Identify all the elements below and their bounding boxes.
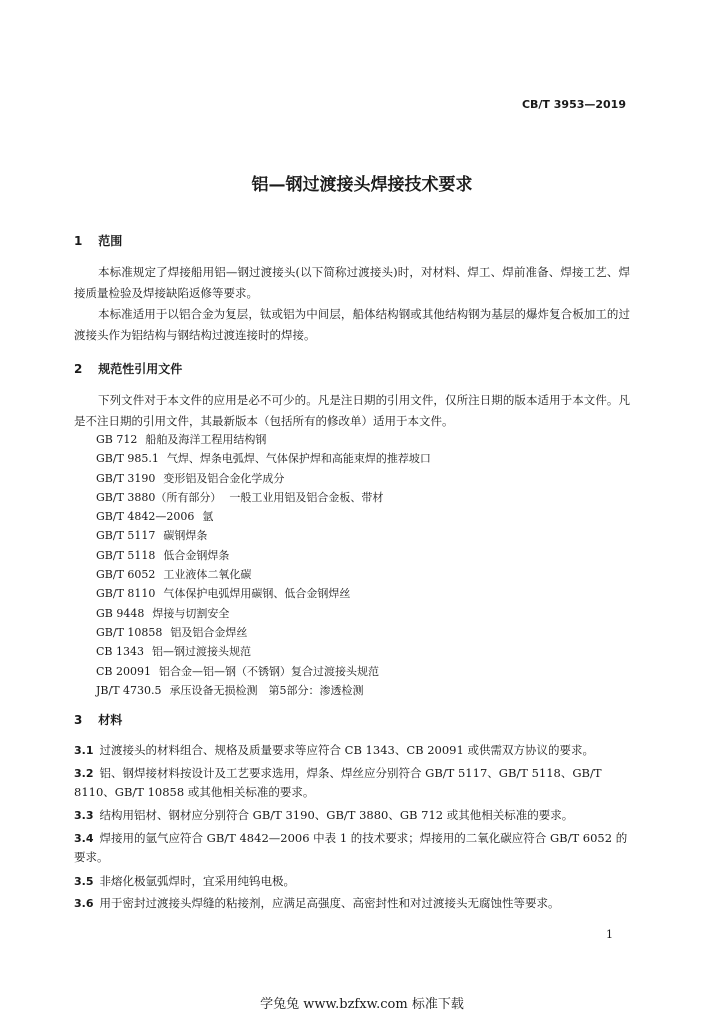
reference-code: GB/T 3880（所有部分）: [96, 490, 222, 504]
reference-title: 铝合金—铝—钢（不锈钢）复合过渡接头规范: [159, 664, 379, 678]
clause-text: 非熔化极氩弧焊时，宜采用纯钨电极。: [99, 874, 295, 888]
section-1-body: [74, 262, 630, 346]
reference-title: 焊接与切割安全: [152, 606, 230, 620]
section-title: 材料: [98, 713, 123, 727]
reference-item: [96, 469, 431, 488]
reference-code: GB/T 5117: [96, 529, 156, 543]
reference-item: [96, 430, 431, 449]
reference-item: [96, 507, 431, 526]
reference-code: JB/T 4730.5: [96, 683, 162, 697]
reference-title: 低合金钢焊条: [163, 548, 230, 562]
reference-title: 气焊、焊条电弧焊、气体保护焊和高能束焊的推荐坡口: [166, 452, 431, 466]
clause-number: 3.1: [74, 744, 94, 757]
footer-watermark: 学兔兔 www.bzfxw.com 标准下载: [260, 997, 464, 1012]
reference-title: 氩: [202, 510, 214, 524]
standard-number: CB/T 3953—2019: [521, 98, 626, 111]
paragraph: 本标准规定了焊接船用铝—钢过渡接头(以下简称过渡接头)时，对材料、焊工、焊前准备、焊接工艺、焊接质量检验及焊接缺陷返修等要求。: [74, 265, 630, 300]
section-2-heading: [74, 360, 182, 377]
reference-code: GB/T 5118: [96, 548, 156, 562]
reference-item: [96, 565, 431, 584]
reference-code: GB/T 6052: [96, 568, 156, 582]
clause-3-1: [74, 741, 630, 760]
reference-item: [96, 604, 431, 623]
section-number: 3: [74, 713, 83, 727]
reference-title: 工业液体二氧化碳: [163, 568, 252, 582]
reference-code: GB/T 985.1: [96, 452, 159, 466]
clause-number: 3.4: [74, 832, 94, 845]
reference-list: [96, 430, 431, 700]
clause-text: 过渡接头的材料组合、规格及质量要求等应符合 CB 1343、CB 20091 或供需双方协议的要求。: [99, 743, 594, 757]
reference-code: CB 20091: [96, 664, 151, 678]
clause-number: 3.5: [74, 875, 94, 888]
paragraph: 本标准适用于以铝合金为复层，钛或铝为中间层，船体结构钢或其他结构钢为基层的爆炸复合板加工的过渡接头作为铝结构与钢结构过渡连接时的焊接。: [74, 307, 630, 342]
reference-title: 船舶及海洋工程用结构钢: [145, 433, 267, 446]
clause-3-2: [74, 764, 630, 802]
reference-item: [96, 681, 431, 700]
reference-item: [96, 623, 431, 642]
reference-title: 铝及铝合金焊丝: [170, 625, 248, 639]
reference-title: 一般工业用铝及铝合金板、带材: [229, 490, 384, 504]
clause-3-5: [74, 872, 630, 891]
section-1-heading: [74, 232, 122, 249]
reference-item: [96, 526, 431, 545]
section-3-heading: [74, 711, 122, 728]
reference-code: CB 1343: [96, 645, 144, 659]
reference-code: GB/T 3190: [96, 471, 156, 485]
section-title: 范围: [98, 234, 123, 248]
document-title: 铝—钢过渡接头焊接技术要求: [251, 175, 473, 195]
reference-title: 碳钢焊条: [163, 529, 208, 543]
paragraph: 下列文件对于本文件的应用是必不可少的。凡是注日期的引用文件，仅所注日期的版本适用于本文件。凡是不注日期的引用文件，其最新版本（包括所有的修改单）适用于本文件。: [74, 393, 630, 428]
section-title: 规范性引用文件: [98, 362, 183, 376]
reference-item: [96, 488, 431, 507]
reference-code: GB 712: [96, 433, 138, 446]
clause-text: 焊接用的氩气应符合 GB/T 4842—2006 中表 1 的技术要求；焊接用的二氧化碳应符合 GB/T 6052 的要求。: [74, 831, 628, 864]
reference-item: [96, 642, 431, 661]
reference-title: 变形铝及铝合金化学成分: [163, 471, 285, 485]
page-number: 1: [606, 928, 613, 941]
reference-title: 承压设备无损检测 第5部分：渗透检测: [169, 683, 364, 697]
section-number: 1: [74, 234, 83, 248]
section-number: 2: [74, 362, 83, 376]
clause-number: 3.6: [74, 897, 94, 910]
reference-code: GB/T 8110: [96, 587, 156, 601]
clause-number: 3.3: [74, 809, 94, 822]
clause-3-3: [74, 806, 630, 825]
reference-item: [96, 449, 431, 468]
clause-number: 3.2: [74, 767, 94, 780]
section-2-intro: [74, 390, 630, 432]
reference-item: [96, 546, 431, 565]
reference-code: GB/T 10858: [96, 625, 163, 639]
reference-item: [96, 662, 431, 681]
reference-code: GB/T 4842—2006: [96, 510, 195, 524]
clause-text: 用于密封过渡接头焊缝的粘接剂，应满足高强度、高密封性和对过渡接头无腐蚀性等要求。: [99, 896, 560, 910]
clause-3-6: [74, 894, 630, 913]
reference-code: GB 9448: [96, 606, 145, 620]
clause-3-4: [74, 829, 630, 867]
reference-item: [96, 584, 431, 603]
reference-title: 气体保护电弧焊用碳钢、低合金钢焊丝: [163, 587, 351, 601]
clause-text: 铝、钢焊接材料按设计及工艺要求选用，焊条、焊丝应分别符合 GB/T 5117、GB/T 5118、GB/T 8110、GB/T 10858 或其他相关标准的要求。: [74, 766, 602, 799]
reference-title: 铝—钢过渡接头规范: [152, 645, 251, 659]
clause-text: 结构用铝材、钢材应分别符合 GB/T 3190、GB/T 3880、GB 712 或其他相关标准的要求。: [99, 808, 574, 822]
